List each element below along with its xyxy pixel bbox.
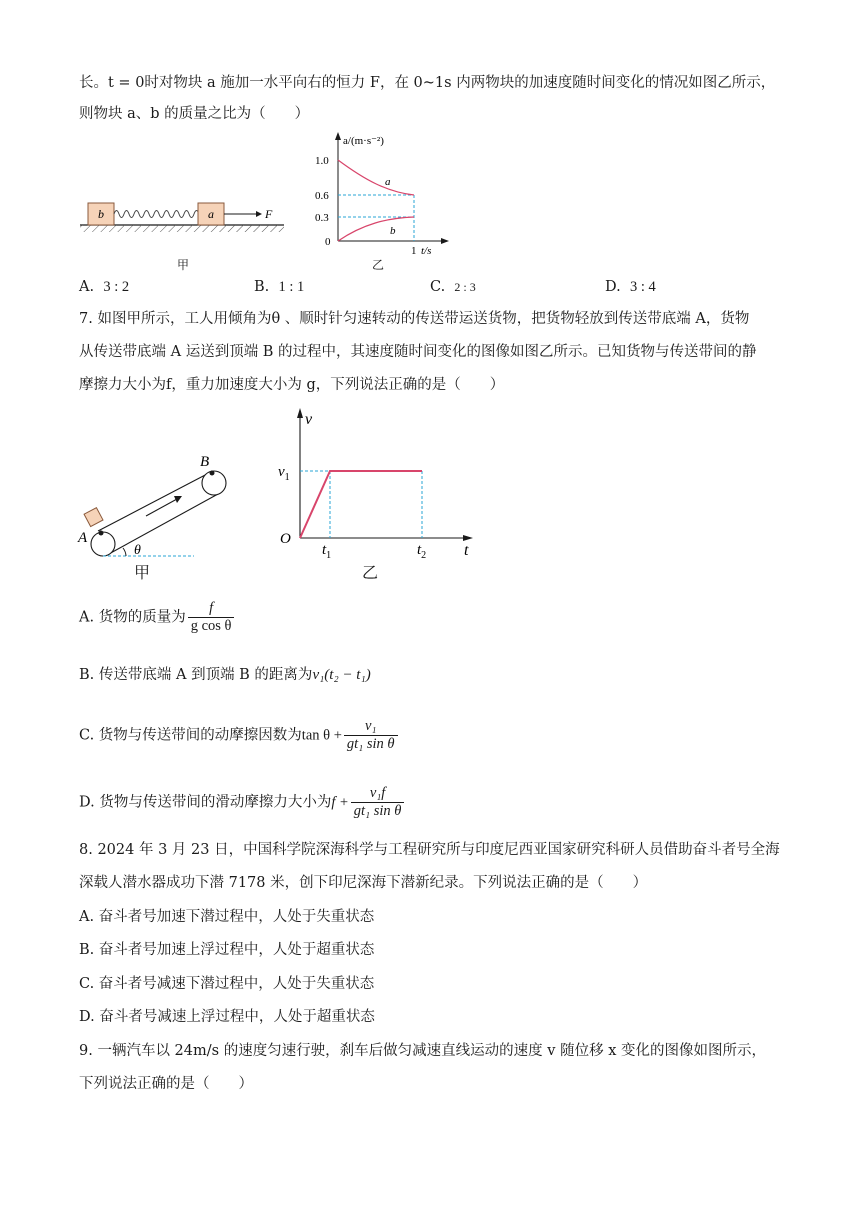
q7-stem-line-2: 从传送带底端 A 运送到顶端 B 的过程中，其速度随时间变化的图像如图乙所示。已知货物与传送带间的静: [79, 344, 757, 360]
q7-option-d[interactable]: [79, 785, 406, 820]
origin-label: O: [280, 531, 291, 547]
option-text: 1 : 1: [278, 279, 305, 295]
a-t-y-axis-label: a/(m·s⁻²): [343, 135, 384, 147]
q7-stem-line-3: 摩擦力大小为f，重力加速度大小为 g，下列说法正确的是（ ）: [79, 377, 505, 393]
t1-label: $t_1$: [322, 542, 332, 561]
bottom-pulley: [91, 532, 115, 556]
label-A: A: [78, 530, 88, 546]
curve-a-label: a: [385, 176, 391, 188]
force-label: F: [265, 207, 273, 221]
fraction-numerator: v₁: [364, 718, 377, 734]
fraction-denominator: g cos θ: [188, 617, 235, 635]
option-text: 3 : 2: [103, 279, 130, 295]
q6-fig-jia-caption: 甲: [177, 258, 190, 272]
q8-stem-line-1: 8. 2024 年 3 月 23 日，中国科学院深海科学与工程研究所与印度尼西亚国家研究科研人员借助奋斗者号全海: [79, 842, 780, 858]
q7-stem-line-1: 7. 如图甲所示，工人用倾角为θ 、顺时针匀速转动的传送带运送货物，把货物轻放到传送带底端 A，货物: [79, 311, 750, 327]
option-text: 2 : 3: [454, 280, 476, 294]
q7-option-a[interactable]: [79, 600, 236, 635]
option-letter: A.: [79, 279, 95, 295]
y-tick-0.3: 0.3: [315, 212, 329, 224]
q6-figure-yi: [305, 128, 455, 268]
q7-figure-jia: [74, 448, 244, 580]
a-t-x-axis-label: t/s: [421, 245, 432, 257]
fraction-denominator: gt₁ sin θ: [351, 802, 405, 820]
x-tick-1: 1: [411, 245, 417, 257]
q6-option-c[interactable]: [430, 277, 476, 297]
block-a-label: a: [208, 207, 214, 221]
option-text: D. 货物与传送带间的滑动摩擦力大小为: [79, 794, 332, 811]
cargo-box: [84, 508, 103, 527]
v-t-curve: [300, 471, 422, 538]
t2-label: $t_2$: [417, 542, 427, 561]
curve-b: [338, 217, 414, 241]
v-t-x-axis-label: t: [464, 542, 469, 559]
v1-label: $v_1$: [278, 464, 290, 483]
option-letter: C.: [430, 279, 446, 295]
curve-a: [338, 160, 414, 195]
block-b-label: b: [98, 207, 104, 221]
fraction-numerator: f: [209, 600, 214, 616]
fraction-denominator: gt₁ sin θ: [344, 735, 398, 753]
q7-option-c[interactable]: [79, 718, 400, 753]
y-tick-0: 0: [325, 236, 331, 248]
curve-b-label: b: [390, 225, 396, 237]
option-expression: f +: [331, 794, 349, 811]
y-tick-1.0: 1.0: [315, 155, 329, 167]
q8-option-b[interactable]: B. 奋斗者号加速上浮过程中，人处于超重状态: [79, 942, 375, 958]
q7-fig-jia-caption: 甲: [134, 563, 151, 582]
q7-option-b[interactable]: [79, 665, 371, 685]
q8-option-a[interactable]: A. 奋斗者号加速下潜过程中，人处于失重状态: [79, 909, 375, 925]
q6-stem-line-2: 则物块 a、b 的质量之比为（ ）: [79, 106, 310, 122]
option-letter: B.: [254, 279, 270, 295]
fraction-numerator: v₁f: [369, 785, 386, 801]
v-t-y-axis-label: v: [305, 411, 313, 428]
q7-fig-yi-caption: 乙: [362, 563, 379, 582]
option-text: 3 : 4: [629, 279, 656, 295]
label-theta: θ: [134, 543, 141, 558]
q8-stem-line-2: 深载人潜水器成功下潜 7178 米，创下印尼深海下潜新纪录。下列说法正确的是（ ）: [79, 875, 648, 891]
q9-stem-line-2: 下列说法正确的是（ ）: [79, 1076, 253, 1092]
q6-stem-line-1: 长。t = 0时对物块 a 施加一水平向右的恒力 F，在 0~1s 内两物块的加速度随时间变化的情况如图乙所示，: [79, 75, 776, 91]
option-expression: v₁(t₂ − t₁): [312, 667, 371, 683]
option-letter: D.: [605, 279, 621, 295]
q6-option-b[interactable]: [254, 277, 304, 297]
option-text: C. 货物与传送带间的动摩擦因数为: [79, 727, 302, 744]
q6-option-d[interactable]: [605, 277, 656, 297]
option-expression: tan θ +: [301, 727, 342, 744]
q6-option-a[interactable]: [79, 277, 129, 297]
y-tick-0.6: 0.6: [315, 190, 329, 202]
q9-stem-line-1: 9. 一辆汽车以 24m/s 的速度匀速行驶，刹车后做匀减速直线运动的速度 v 随位移 x 变化的图像如图所示，: [79, 1043, 766, 1059]
top-pulley: [202, 471, 226, 495]
option-text: A. 货物的质量为: [79, 609, 186, 626]
label-B: B: [200, 454, 210, 470]
q6-fig-yi-caption: 乙: [372, 258, 385, 272]
q7-figure-yi: [272, 402, 482, 562]
q8-option-c[interactable]: C. 奋斗者号减速下潜过程中，人处于失重状态: [79, 976, 375, 992]
option-text: B. 传送带底端 A 到顶端 B 的距离为: [79, 667, 313, 683]
q8-option-d[interactable]: D. 奋斗者号减速上浮过程中，人处于超重状态: [79, 1009, 375, 1025]
